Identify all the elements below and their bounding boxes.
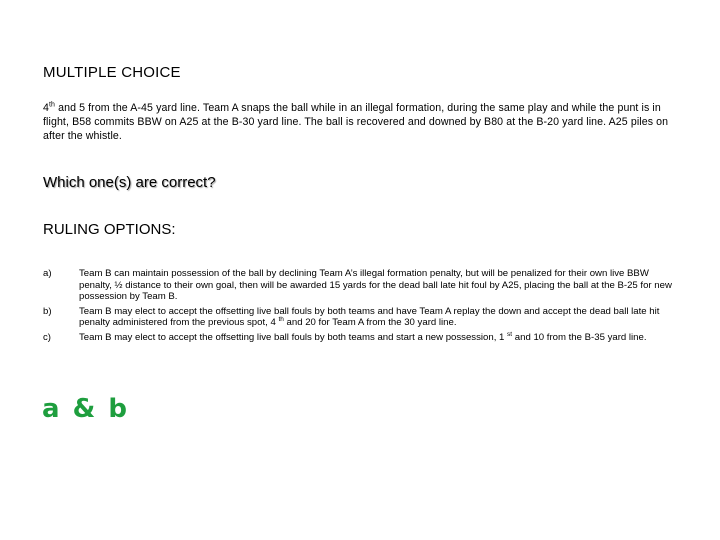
option-text-after: and 10 from the B-35 yard line. [512,331,647,343]
option-letter: c) [43,331,51,343]
option-b [43,306,679,329]
option-text [79,332,679,344]
scenario-text [43,101,679,143]
option-text-after: and 20 for Team A from the 30 yard line. [283,317,457,328]
option-c [43,332,679,344]
options-list [43,268,679,346]
scenario-body: and 5 from the A-45 yard line. Team A snaps the ball while in an illegal formation, during the same play and while the punt is in flight, B58 commits BBW on A25 at the B-30 yard line. The ball is recovered and downed by B80 at the B-20 yard line. A25 piles on after the whistle. [43,102,669,142]
ruling-options-heading: RULING OPTIONS: [43,221,176,238]
option-letter: a) [43,268,52,279]
scenario-down-number: 4 [43,102,49,114]
option-text-before: Team B may elect to accept the offsetting live ball fouls by both teams and start a new possession, 1 [79,331,508,343]
answer-text: a & b [42,394,129,424]
option-ordinal-suffix: st [507,330,513,338]
option-letter: b) [43,305,52,317]
option-a [43,268,679,303]
option-text-before: Team B may elect to accept the offsetting live ball fouls by both teams and have Team A replay the down and accept the dead ball late hit penalty administered from the previous spot, 4 [79,305,660,328]
option-text: Team B can maintain possession of the ball by declining Team A’s illegal formation penalty, but will be penalized for their own live BBW penalty, ½ distance to their own goal, then will be awarded 15 yards for the dead ball late hit foul by A25, placing the ball at the B-25 for new possession by Team B. [79,268,672,302]
slide-title: MULTIPLE CHOICE [43,64,181,81]
option-text [79,306,679,329]
option-ordinal-suffix: th [278,315,284,323]
question-heading: Which one(s) are correct? [43,174,216,191]
scenario-ordinal-suffix: th [49,101,56,109]
